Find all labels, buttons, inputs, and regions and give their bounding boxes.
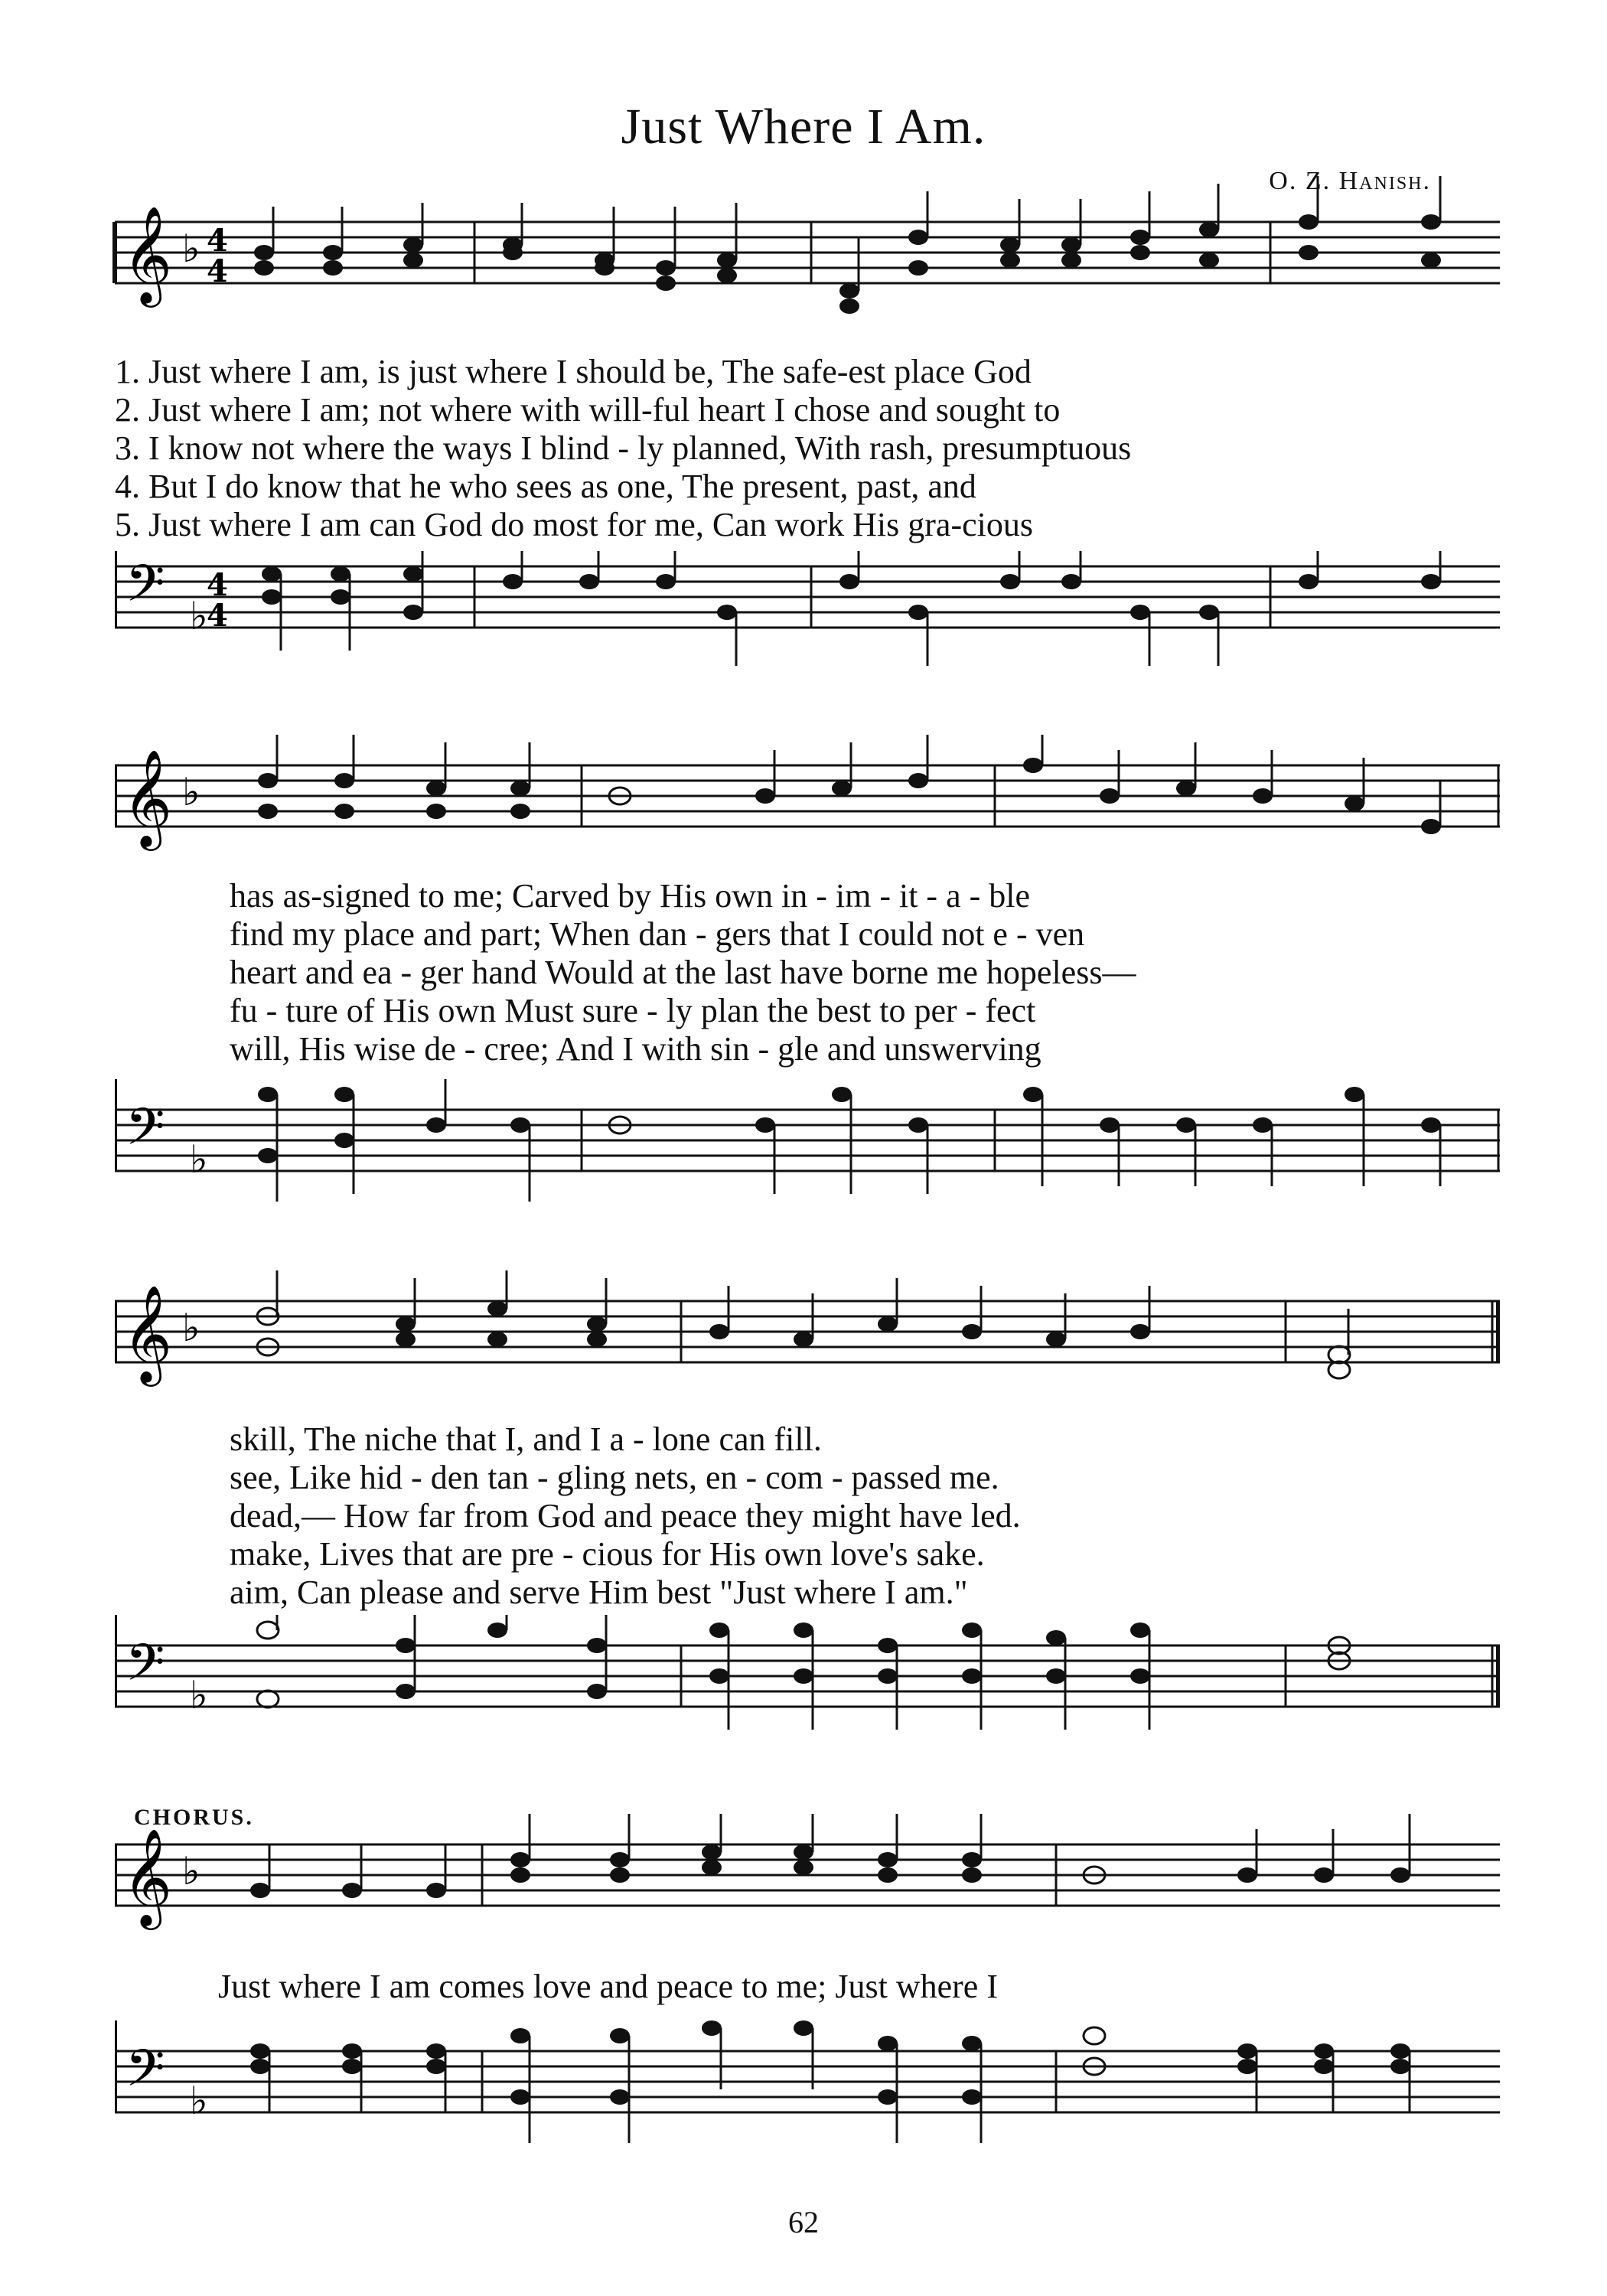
svg-text:4: 4 xyxy=(207,253,228,289)
svg-text:♭: ♭ xyxy=(190,1137,208,1182)
lyric-line: 4. But I do know that he who sees as one, The present, past, and xyxy=(115,468,976,505)
lyric-line: find my place and part; When dan - gers that I could not e - ven xyxy=(230,915,1085,953)
svg-text:4: 4 xyxy=(207,223,228,259)
composer-initials: O. Z. xyxy=(1269,167,1339,195)
svg-text:𝄞: 𝄞 xyxy=(122,205,173,303)
svg-text:𝄢: 𝄢 xyxy=(125,554,165,625)
lyric-line: see, Like hid - den tan - gling nets, en - com - passed me. xyxy=(230,1459,999,1496)
treble-staff-system-3 xyxy=(115,1270,1500,1408)
svg-text:4: 4 xyxy=(207,567,228,603)
bass-staff-system-4 xyxy=(115,2020,1500,2158)
bass-staff-system-1 xyxy=(115,551,1500,689)
svg-text:𝄢: 𝄢 xyxy=(125,2039,165,2110)
lyric-line: heart and ea - ger hand Would at the last have borne me hopeless— xyxy=(230,954,1136,991)
lyric-line: 1. Just where I am, is just where I should be, The safe-est place God xyxy=(115,353,1032,390)
lyric-line: Just where I am comes love and peace to me; Just where I xyxy=(218,1968,998,2005)
lyric-line: make, Lives that are pre - cious for His own love's sake. xyxy=(230,1535,985,1573)
svg-text:♭: ♭ xyxy=(190,1673,208,1717)
svg-text:♭: ♭ xyxy=(190,2079,208,2123)
composer-surname: Hanish. xyxy=(1338,167,1431,195)
lyric-line: will, His wise de - cree; And I with sin - gle and unswerving xyxy=(230,1030,1041,1068)
composer-credit xyxy=(1269,167,1431,196)
svg-text:♭: ♭ xyxy=(182,227,200,271)
svg-text:𝄞: 𝄞 xyxy=(122,748,173,846)
bass-staff-system-2 xyxy=(115,1079,1500,1217)
svg-text:♭: ♭ xyxy=(182,1306,200,1350)
svg-text:𝄞: 𝄞 xyxy=(122,1828,173,1926)
svg-text:𝄢: 𝄢 xyxy=(125,1633,165,1704)
svg-text:♭: ♭ xyxy=(182,770,200,814)
lyric-line: dead,— How far from God and peace they might have led. xyxy=(230,1497,1021,1534)
chorus-label: CHORUS. xyxy=(134,1805,254,1830)
svg-text:♭: ♭ xyxy=(190,594,208,638)
lyric-line: fu - ture of His own Must sure - ly plan the best to per - fect xyxy=(230,992,1036,1029)
lyric-line: has as-signed to me; Carved by His own in - im - it - a - ble xyxy=(230,877,1031,915)
treble-staff-system-4 xyxy=(115,1814,1500,1952)
lyric-line: 3. I know not where the ways I blind - ly planned, With rash, presumptuous xyxy=(115,429,1132,467)
lyric-line: aim, Can please and serve Him best "Just where I am." xyxy=(230,1574,968,1611)
svg-text:4: 4 xyxy=(207,598,228,634)
hymn-title: Just Where I Am. xyxy=(621,99,986,155)
lyric-line: 2. Just where I am; not where with will-ful heart I chose and sought to xyxy=(115,391,1061,429)
treble-staff-system-2 xyxy=(115,735,1500,872)
page-number: 62 xyxy=(788,2205,819,2239)
svg-text:♭: ♭ xyxy=(182,1849,200,1893)
svg-text:𝄢: 𝄢 xyxy=(125,1097,165,1169)
bass-staff-system-3 xyxy=(115,1615,1500,1753)
lyric-line: skill, The niche that I, and I a - lone can fill. xyxy=(230,1420,822,1458)
treble-staff-1 xyxy=(115,207,1500,329)
lyric-line: 5. Just where I am can God do most for me, Can work His gra-cious xyxy=(115,506,1033,543)
svg-text:𝄞: 𝄞 xyxy=(122,1284,173,1382)
